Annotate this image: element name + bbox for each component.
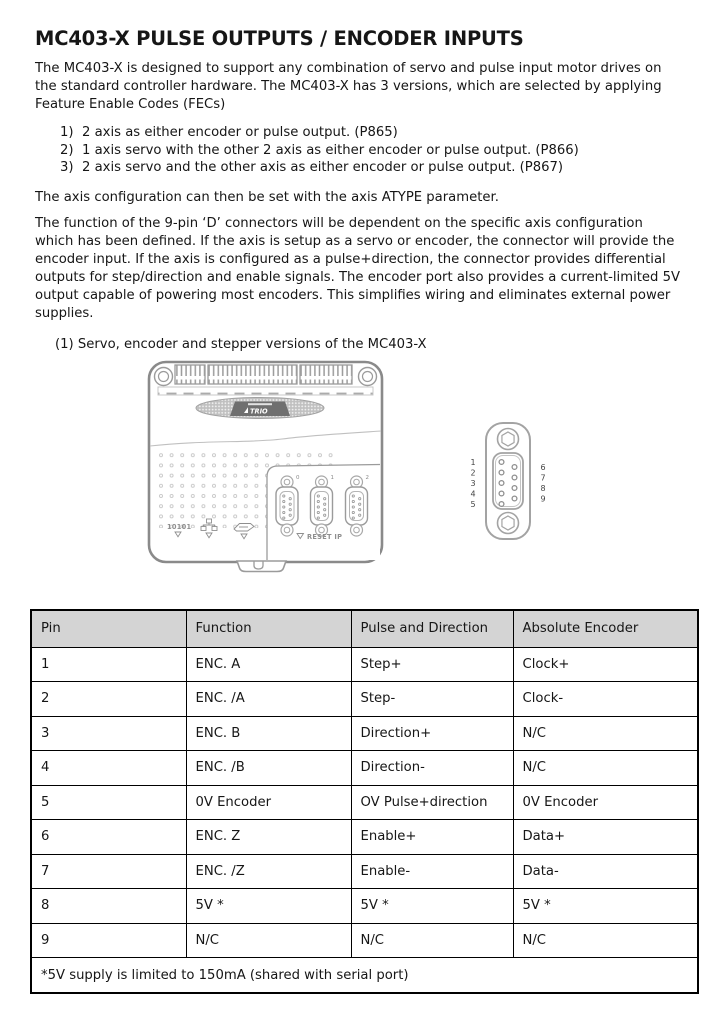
table-cell: OV Pulse+direction <box>351 785 513 820</box>
reset-ip-label: RESET IP <box>307 532 343 541</box>
connector-paragraph: The function of the 9-pin ‘D’ connectors will be dependent on the specific axis configuration which has been defined. If the axis is setup as a servo or encoder, the connector will provide the encoder input. If the axis is configured as a pulse+direction, the connector provides differential outputs for step/direction and enable signals. The encoder port also provides a current-limited 5V output capable of powering most encoders. This simplifies wiring and eliminates external power supplies. <box>35 215 680 321</box>
table-cell: Clock+ <box>513 647 698 682</box>
pin-table-body <box>31 647 698 958</box>
table-row <box>31 647 698 682</box>
table-cell: N/C <box>351 923 513 958</box>
list-number: 2) <box>60 142 74 158</box>
version-list <box>60 124 680 177</box>
header-pulse-direction: Pulse and Direction <box>351 610 513 648</box>
atype-paragraph: The axis configuration can then be set with the axis ATYPE parameter. <box>35 189 499 205</box>
table-cell: 4 <box>31 751 186 786</box>
header-absolute-encoder: Absolute Encoder <box>513 610 698 648</box>
list-text: 2 axis servo and the other axis as either encoder or pulse output. (P867) <box>82 160 564 175</box>
controller-illustration <box>147 360 384 574</box>
table-cell: 5V * <box>351 889 513 924</box>
svg-text:9: 9 <box>540 493 546 503</box>
pin-numbers-left <box>470 457 475 508</box>
screw-top-icon <box>498 428 519 449</box>
list-text: 2 axis as either encoder or pulse output. (P865) <box>82 125 398 140</box>
table-cell: ENC. Z <box>186 820 351 855</box>
svg-text:5: 5 <box>470 499 476 509</box>
table-cell: ENC. /Z <box>186 854 351 889</box>
svg-text:4: 4 <box>470 488 476 498</box>
screw-bottom-icon <box>498 512 519 533</box>
intro-paragraph: The MC403-X is designed to support any combination of servo and pulse input motor drives on the standard controller hardware. The MC403-X has 3 versions, which are selected by applying Feature Enable Codes (FECs) <box>35 61 662 112</box>
table-cell: 0V Encoder <box>513 785 698 820</box>
figure <box>35 360 700 596</box>
table-cell: ENC. B <box>186 716 351 751</box>
table-row <box>31 854 698 889</box>
table-cell: Enable- <box>351 854 513 889</box>
table-cell: ENC. /B <box>186 751 351 786</box>
table-row <box>31 716 698 751</box>
port-label-1: 1 <box>330 474 334 481</box>
svg-text:3: 3 <box>470 478 476 488</box>
table-header-row <box>31 610 698 648</box>
table-cell: 3 <box>31 716 186 751</box>
table-cell: 5V * <box>513 889 698 924</box>
page-title: MC403-X PULSE OUTPUTS / ENCODER INPUTS <box>35 27 524 50</box>
table-cell: 8 <box>31 889 186 924</box>
table-cell: Step- <box>351 682 513 717</box>
bottom-tab <box>237 561 286 572</box>
label-strip <box>158 387 373 395</box>
table-cell: N/C <box>513 716 698 751</box>
svg-text:1: 1 <box>470 457 476 467</box>
pinout-table <box>30 609 699 995</box>
table-row <box>31 751 698 786</box>
brand-badge <box>196 397 324 418</box>
table-cell: 5 <box>31 785 186 820</box>
terminal-blocks <box>175 365 352 384</box>
table-cell: 0V Encoder <box>186 785 351 820</box>
svg-text:2: 2 <box>470 467 476 477</box>
table-cell: ENC. A <box>186 647 351 682</box>
table-cell: 2 <box>31 682 186 717</box>
table-cell: N/C <box>513 923 698 958</box>
port-label-0: 0 <box>296 474 300 481</box>
table-cell: Data- <box>513 854 698 889</box>
table-cell: Clock- <box>513 682 698 717</box>
version-list-item <box>60 159 680 177</box>
list-number: 3) <box>60 160 74 175</box>
table-row <box>31 889 698 924</box>
table-cell: 5V * <box>186 889 351 924</box>
header-pin: Pin <box>31 610 186 648</box>
table-row <box>31 682 698 717</box>
table-row <box>31 820 698 855</box>
table-cell: 6 <box>31 820 186 855</box>
table-cell: Enable+ <box>351 820 513 855</box>
table-cell: ENC. /A <box>186 682 351 717</box>
list-number: 1) <box>60 125 74 140</box>
serial-port-label: 10101 <box>167 522 192 531</box>
list-text: 1 axis servo with the other 2 axis as either encoder or pulse output. (P866) <box>82 142 579 158</box>
table-cell: Direction+ <box>351 716 513 751</box>
figure-caption: (1) Servo, encoder and stepper versions of the MC403-X <box>55 336 427 352</box>
version-list-item <box>60 142 680 160</box>
brand-label: TRIO <box>250 406 268 415</box>
table-cell: N/C <box>513 751 698 786</box>
table-cell: N/C <box>186 923 351 958</box>
table-cell: Direction- <box>351 751 513 786</box>
table-cell: Data+ <box>513 820 698 855</box>
pin-numbers-right <box>540 462 545 503</box>
table-cell: 1 <box>31 647 186 682</box>
table-cell: Step+ <box>351 647 513 682</box>
version-list-item <box>60 124 680 142</box>
footnote-row <box>31 958 698 994</box>
svg-text:8: 8 <box>540 483 546 493</box>
svg-text:6: 6 <box>540 462 546 472</box>
table-row <box>31 923 698 958</box>
table-cell: 9 <box>31 923 186 958</box>
table-row <box>31 785 698 820</box>
pinout-diagram <box>460 418 555 544</box>
port-label-2: 2 <box>365 474 369 481</box>
header-function: Function <box>186 610 351 648</box>
table-footnote: *5V supply is limited to 150mA (shared with serial port) <box>31 958 698 994</box>
svg-text:7: 7 <box>540 472 546 482</box>
table-cell: 7 <box>31 854 186 889</box>
